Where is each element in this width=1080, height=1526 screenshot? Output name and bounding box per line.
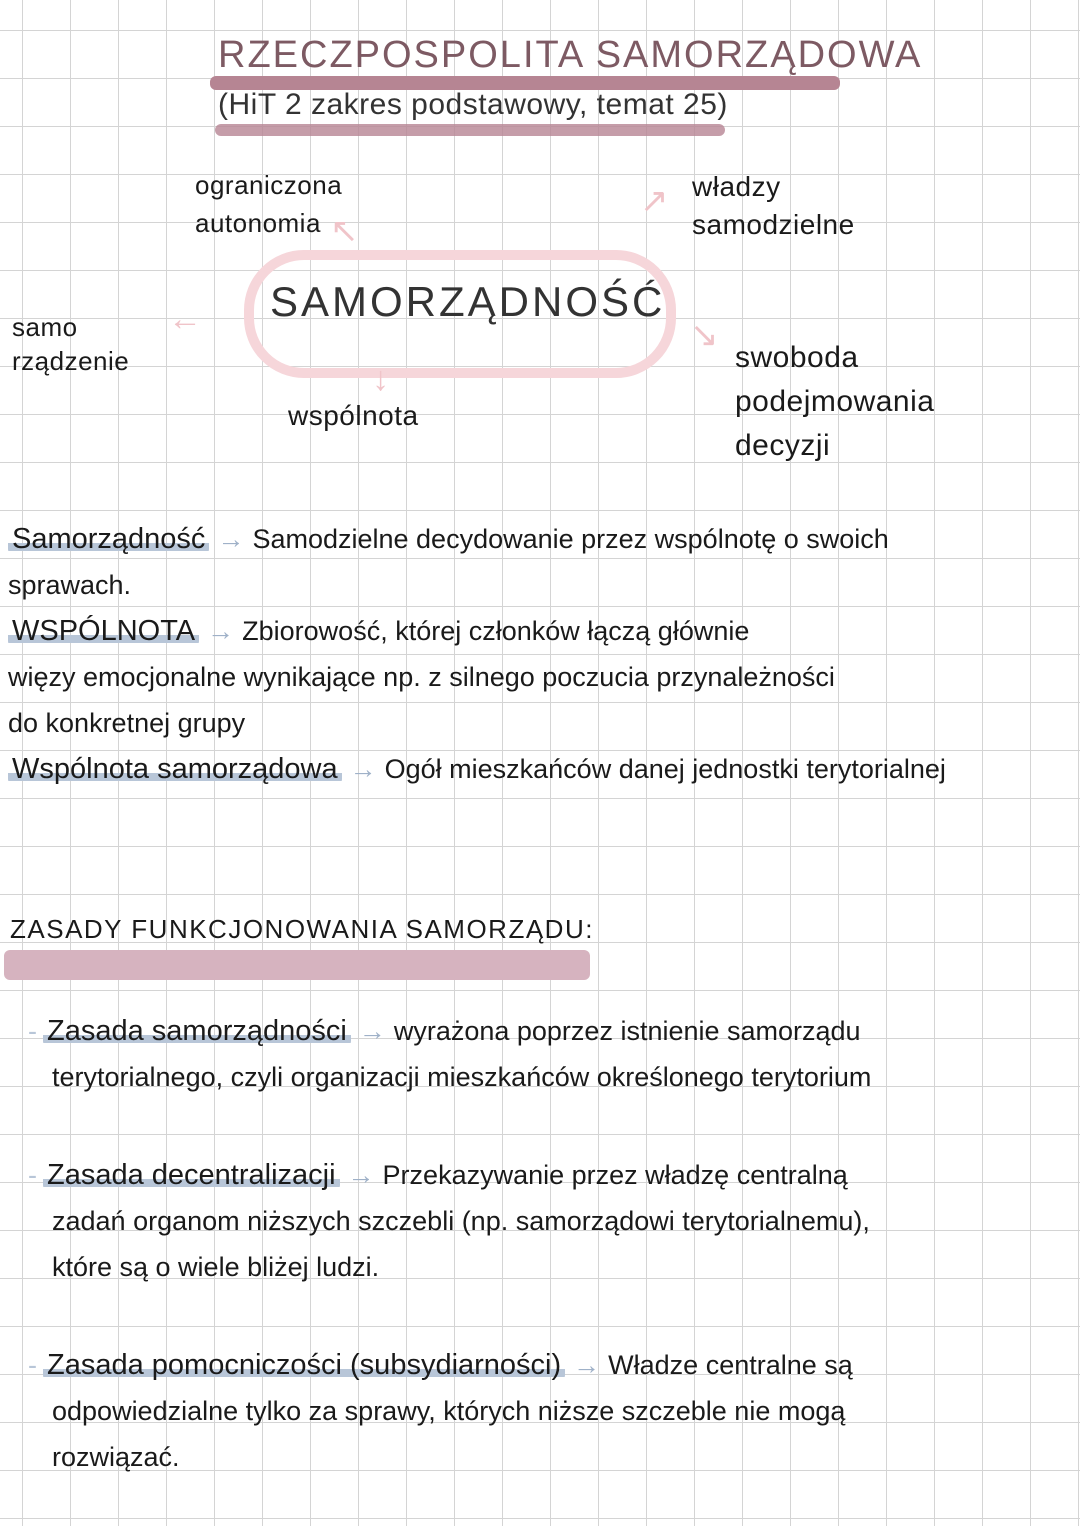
definition-term: Wspólnota samorządowa xyxy=(8,753,342,785)
arrow-icon: → xyxy=(217,524,245,554)
principle-bullet: - xyxy=(28,1350,37,1380)
principle-term: Zasada samorządności xyxy=(43,1015,351,1047)
definition-term: WSPÓLNOTA xyxy=(8,615,199,647)
arrow-icon: → xyxy=(347,1160,375,1190)
arrow-icon: ← xyxy=(168,300,202,338)
definition-text: sprawach. xyxy=(8,570,132,600)
principle-text: rozwiązać. xyxy=(52,1442,180,1472)
definition-term: Samorządność xyxy=(8,523,209,555)
principle-text: odpowiedzialne tylko za sprawy, których niższe szczeble nie mogą xyxy=(52,1396,846,1426)
arrow-icon: → xyxy=(573,1350,601,1380)
page-title: RZECZPOSPOLITA SAMORZĄDOWA xyxy=(218,34,923,76)
principle-term: Zasada decentralizacji xyxy=(43,1159,340,1191)
arrow-icon: → xyxy=(349,754,377,784)
branch-autonomia: ograniczona autonomia xyxy=(195,170,343,238)
section-title: ZASADY FUNKCJONOWANIA SAMORZĄDU: xyxy=(10,914,594,944)
arrow-icon: ↘ xyxy=(690,316,719,354)
principle-bullet: - xyxy=(28,1160,37,1190)
arrow-icon: ↖ xyxy=(330,212,359,250)
definition-text: Samodzielne decydowanie przez wspólnotę o swoich xyxy=(252,524,889,554)
principle-bullet: - xyxy=(28,1016,37,1046)
definition-text: Ogół mieszkańców danej jednostki terytorialnej xyxy=(384,754,946,784)
principle-text: Przekazywanie przez władzę centralną xyxy=(382,1160,848,1190)
definition-row xyxy=(8,746,1068,792)
definition-text: do konkretnej grupy xyxy=(8,708,246,738)
principles xyxy=(28,1008,1068,1480)
branch-swoboda: swoboda podejmowania decyzji xyxy=(735,341,935,462)
principle-row xyxy=(28,1008,1068,1054)
section-highlight xyxy=(4,950,590,980)
arrow-icon: ↗ xyxy=(640,182,669,220)
page-subtitle: (HiT 2 zakres podstawowy, temat 25) xyxy=(218,88,728,121)
principle-text: terytorialnego, czyli organizacji mieszkańców określonego terytorium xyxy=(52,1062,872,1092)
principle-row xyxy=(28,1152,1068,1198)
definition-text: więzy emocjonalne wynikające np. z silnego poczucia przynależności xyxy=(8,662,835,692)
definition-row xyxy=(8,608,1068,654)
principle-text: zadań organom niższych szczebli (np. samorządowi terytorialnemu), xyxy=(52,1206,870,1236)
principle-text: wyrażona poprzez istnienie samorządu xyxy=(393,1016,861,1046)
mindmap-center: SAMORZĄDNOŚĆ xyxy=(270,278,666,325)
definitions xyxy=(8,516,1068,792)
arrow-icon: → xyxy=(358,1016,386,1046)
principle-term: Zasada pomocniczości (subsydiarności) xyxy=(43,1349,565,1381)
branch-wspolnota: wspólnota xyxy=(288,400,419,431)
definition-row xyxy=(8,516,1068,562)
arrow-icon: ↓ xyxy=(372,360,389,398)
branch-samorzadzenie: samo rządzenie xyxy=(12,312,130,376)
principle-text: które są o wiele bliżej ludzi. xyxy=(52,1252,380,1282)
principle-row xyxy=(28,1342,1068,1388)
branch-wladzy: władzy samodzielne xyxy=(692,171,855,240)
arrow-icon: → xyxy=(207,616,235,646)
subtitle-highlight xyxy=(215,124,725,136)
definition-text: Zbiorowość, której członków łączą głównie xyxy=(242,616,750,646)
principle-text: Władze centralne są xyxy=(608,1350,853,1380)
